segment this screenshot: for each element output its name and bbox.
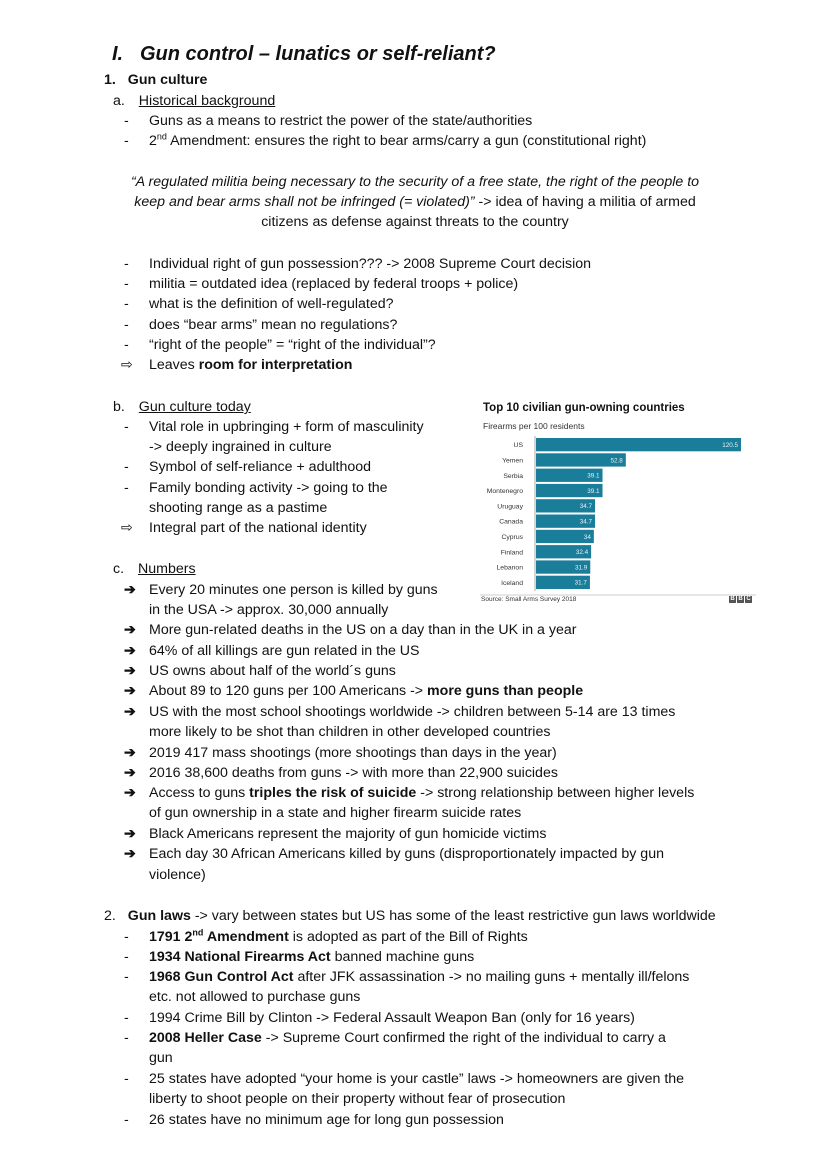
chart-source: Source: Small Arms Survey 2018	[481, 596, 577, 603]
section-title: Gun culture	[127, 72, 208, 88]
quote-line: keep and bear arms shall not be infringed (= violated)” -> idea of having a militia of armed	[134, 194, 696, 210]
arrow-icon: ➔	[124, 663, 136, 679]
list-item-continuation: -> deeply ingrained in culture	[149, 439, 332, 455]
conclusion-item: Integral part of the national identity	[149, 520, 367, 536]
dash-marker: -	[124, 969, 129, 985]
conclusion-item: Leaves room for interpretation	[149, 357, 353, 373]
bbc-logo	[729, 596, 752, 603]
dash-marker: -	[124, 133, 129, 149]
list-item-continuation: more likely to be shot than children in other developed countries	[149, 724, 551, 740]
chart-value-label: 34.7	[579, 503, 593, 511]
dash-marker: -	[124, 276, 129, 292]
arrow-icon: ➔	[124, 582, 136, 598]
dash-marker: -	[124, 113, 129, 129]
quote-line: “A regulated militia being necessary to the security of a free state, the right of the people to	[130, 174, 700, 190]
list-item: 25 states have adopted “your home is your castle” laws -> homeowners are given the	[149, 1071, 685, 1087]
chart-category-label: Iceland	[501, 579, 523, 587]
subsection-letter: b.	[113, 399, 125, 415]
dash-marker: -	[124, 1030, 129, 1046]
dash-marker: -	[124, 1071, 129, 1087]
chart-category-label: Canada	[499, 518, 523, 526]
list-item: Vital role in upbringing + form of masculinity	[149, 419, 424, 435]
subsection-a-heading	[113, 91, 275, 111]
section-number: 1.	[104, 72, 116, 88]
list-item: “right of the people” = “right of the individual”?	[149, 337, 436, 353]
list-item: 1994 Crime Bill by Clinton -> Federal Assault Weapon Ban (only for 16 years)	[149, 1010, 635, 1026]
list-item-continuation: violence)	[149, 867, 206, 883]
list-item-continuation: of gun ownership in a state and higher firearm suicide rates	[149, 805, 522, 821]
list-item: militia = outdated idea (replaced by federal troops + police)	[149, 276, 519, 292]
list-item: 2nd Amendment: ensures the right to bear arms/carry a gun (constitutional right)	[149, 131, 647, 149]
list-item: what is the definition of well-regulated?	[149, 296, 394, 312]
bbc-logo-letter: B	[730, 596, 735, 602]
chart-category-label: Lebanon	[496, 564, 523, 572]
dash-marker: -	[124, 949, 129, 965]
section-number: 2.	[104, 908, 116, 924]
subsection-letter: c.	[113, 561, 125, 577]
arrow-icon: ➔	[124, 643, 136, 659]
arrow-icon: ➔	[124, 846, 136, 862]
list-item: More gun-related deaths in the US on a day than in the UK in a year	[149, 622, 577, 638]
bbc-logo-letter: B	[738, 596, 743, 602]
chart-bar	[536, 438, 741, 451]
dash-marker: -	[124, 419, 129, 435]
list-item: 1934 National Firearms Act banned machine guns	[149, 949, 475, 965]
chart-value-label: 39.1	[587, 487, 600, 495]
heading-number: I.	[112, 43, 124, 65]
chart-category-label: Finland	[500, 549, 523, 557]
arrow-icon: ➔	[124, 745, 136, 761]
subsection-letter: a.	[113, 93, 125, 109]
list-item: 26 states have no minimum age for long gun possession	[149, 1112, 504, 1128]
bbc-logo-letter: C	[746, 596, 751, 602]
arrow-icon: ➔	[124, 826, 136, 842]
section-2-heading	[104, 906, 716, 926]
section-1-heading	[104, 70, 207, 90]
list-item: Each day 30 African Americans killed by guns (disproportionately impacted by gun	[149, 846, 664, 862]
dash-marker: -	[124, 929, 129, 945]
subsection-title: Gun culture today	[138, 399, 251, 415]
subsection-title: Historical background	[138, 93, 276, 109]
section-title: Gun laws	[127, 908, 191, 924]
chart-category-label: Cyprus	[501, 533, 523, 541]
dash-marker: -	[124, 459, 129, 475]
list-item: 2008 Heller Case -> Supreme Court confirmed the right of the individual to carry a	[149, 1030, 666, 1046]
dash-marker: -	[124, 1010, 129, 1026]
section-title-rest: -> vary between states but US has some of the least restrictive gun laws worldwide	[190, 908, 716, 924]
quote-line: citizens as defense against threats to the country	[261, 214, 569, 230]
arrow-icon: ➔	[124, 704, 136, 720]
chart-category-label: Serbia	[503, 472, 523, 480]
hollow-arrow-icon: ⇨	[121, 357, 133, 373]
list-item: Black Americans represent the majority of gun homicide victims	[149, 826, 547, 842]
arrow-icon: ➔	[124, 765, 136, 781]
chart-value-label: 52.8	[610, 457, 623, 465]
hollow-arrow-icon: ⇨	[121, 520, 133, 536]
chart-value-label: 31.7	[574, 579, 587, 587]
list-item: Symbol of self-reliance + adulthood	[149, 459, 372, 475]
chart-value-label: 32.4	[575, 549, 589, 557]
chart-subtitle: Firearms per 100 residents	[483, 421, 585, 431]
gun-ownership-chart	[478, 400, 760, 610]
chart-value-label: 120.5	[722, 441, 738, 449]
subsection-b-heading	[113, 397, 251, 417]
chart-value-label: 31.9	[575, 564, 588, 572]
list-item-continuation: shooting range as a pastime	[149, 500, 328, 516]
list-item-continuation: liberty to shoot people on their property without fear of prosecution	[149, 1091, 566, 1107]
arrow-icon: ➔	[124, 785, 136, 801]
list-item: US owns about half of the world´s guns	[149, 663, 396, 679]
list-item: 2019 417 mass shootings (more shootings than days in the year)	[149, 745, 557, 761]
list-item: Family bonding activity -> going to the	[149, 480, 388, 496]
list-item: does “bear arms” mean no regulations?	[149, 317, 398, 333]
chart-plot	[478, 400, 760, 610]
arrow-icon: ➔	[124, 683, 136, 699]
dash-marker: -	[124, 1112, 129, 1128]
list-item-continuation: in the USA -> approx. 30,000 annually	[149, 602, 389, 618]
list-item-continuation: etc. not allowed to purchase guns	[149, 989, 361, 1005]
chart-category-label: Montenegro	[486, 488, 523, 496]
amendment-quote	[100, 172, 730, 232]
list-item: Individual right of gun possession??? -> 2008 Supreme Court decision	[149, 256, 592, 272]
heading-title: Gun control – lunatics or self-reliant?	[140, 43, 496, 65]
dash-marker: -	[124, 296, 129, 312]
chart-value-label: 34	[583, 533, 591, 541]
list-item-continuation: gun	[149, 1050, 173, 1066]
list-item: 2016 38,600 deaths from guns -> with more than 22,900 suicides	[149, 765, 558, 781]
chart-category-label: US	[513, 442, 523, 450]
list-item: About 89 to 120 guns per 100 Americans -> more guns than people	[149, 683, 584, 699]
list-item: US with the most school shootings worldwide -> children between 5-14 are 13 times	[149, 704, 676, 720]
chart-value-label: 39.1	[587, 472, 600, 480]
list-item: 1968 Gun Control Act after JFK assassination -> no mailing guns + mentally ill/felons	[149, 969, 690, 985]
list-item: 64% of all killings are gun related in the US	[149, 643, 420, 659]
subsection-title: Numbers	[138, 561, 196, 577]
chart-category-label: Yemen	[502, 457, 523, 465]
main-heading	[112, 43, 496, 66]
chart-title: Top 10 civilian gun-owning countries	[483, 402, 685, 414]
dash-marker: -	[124, 337, 129, 353]
list-item: 1791 2nd Amendment is adopted as part of the Bill of Rights	[149, 927, 528, 945]
arrow-icon: ➔	[124, 622, 136, 638]
dash-marker: -	[124, 256, 129, 272]
chart-value-label: 34.7	[579, 518, 593, 526]
list-item: Every 20 minutes one person is killed by guns	[149, 582, 438, 598]
list-item: Access to guns triples the risk of suicide -> strong relationship between higher levels	[149, 785, 695, 801]
chart-category-label: Uruguay	[497, 503, 523, 511]
dash-marker: -	[124, 317, 129, 333]
subsection-c-heading	[113, 559, 196, 579]
list-item: Guns as a means to restrict the power of the state/authorities	[149, 113, 533, 129]
dash-marker: -	[124, 480, 129, 496]
